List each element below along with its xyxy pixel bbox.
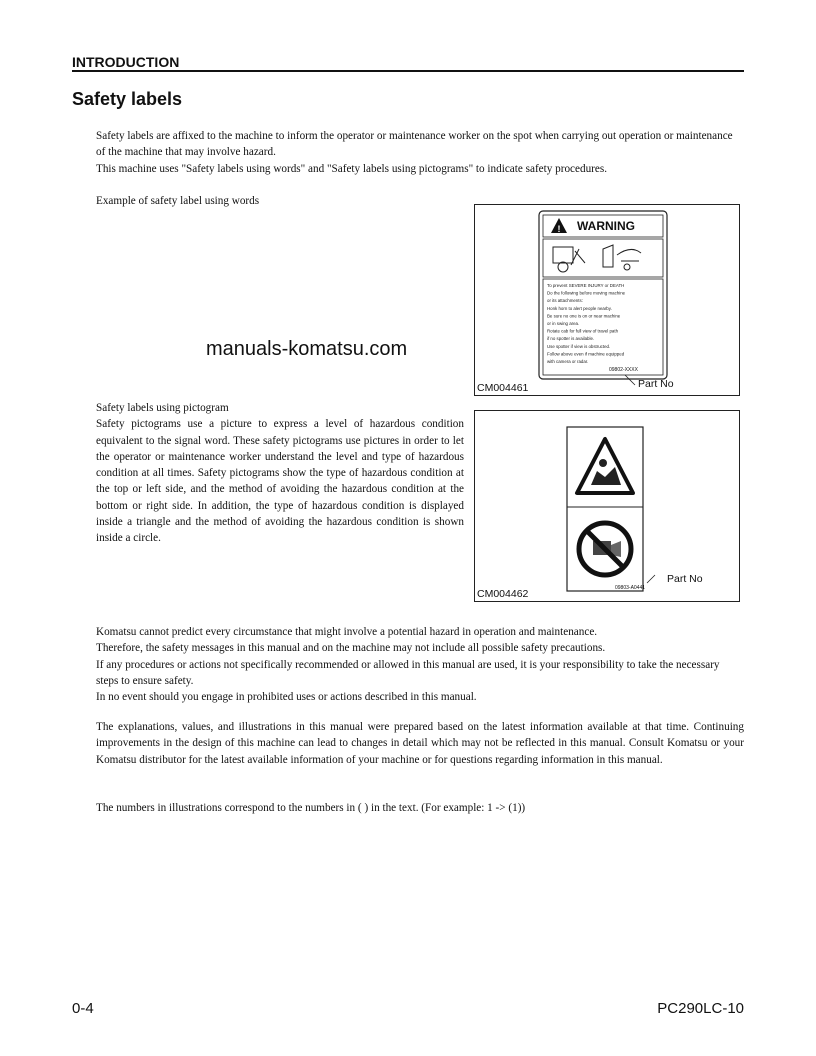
page-title: Safety labels [72, 89, 183, 109]
label-text-line: Do the following before moving machine [547, 290, 626, 296]
numbers-note: The numbers in illustrations correspond to the numbers in ( ) in the text. (For example: 1 -> (1)) [96, 802, 526, 814]
model-number: PC290LC-10 [657, 1000, 744, 1017]
label-text-line: or in swing area. [547, 321, 580, 326]
pictogram-body: Safety pictograms use a picture to express a level of hazardous condition equivalent to the signal word. These safety pictograms use pictures in order to let the operator or maintenance worker understand the level and type of hazardous condition at all times. Safety pictograms show the type of hazardous condition at the top or left side, and the method of avoiding the hazardous condition at the bottom or right side. In addition, the type of hazardous condition is displayed inside a triangle and the method of avoiding the hazardous condition is shown inside a circle. [96, 418, 464, 545]
label-text-line: with camera or radar. [547, 359, 589, 364]
pictogram-paragraph [96, 400, 464, 547]
watermark: manuals-komatsu.com [206, 338, 408, 360]
page-number: 0-4 [72, 1000, 94, 1017]
figure-word-label [474, 204, 740, 396]
notice-line-2: Therefore, the safety messages in this manual and on the machine may not include all possible safety precautions. [96, 642, 606, 655]
label-text-line: To prevent SEVERE INJURY or DEATH [547, 283, 625, 288]
warning-heading: WARNING [577, 219, 635, 233]
label-text-line: if no spotter is available. [547, 336, 595, 342]
part-no-label: Part No [667, 573, 703, 585]
label-text-line: Rotate cab for full view of travel path [547, 328, 619, 334]
figure-pictogram-label [474, 410, 740, 602]
explanation-paragraph: The explanations, values, and illustrations in this manual were prepared based on the latest information available at that time. Continuing improvements in the design of this machine can lead to changes in detail which may not be reflected in this manual. Consult Komatsu or your Komatsu distributor for the latest available information of your machine or for questions regarding information in this manual. [96, 721, 744, 766]
label-text-line: or its attachments: [547, 298, 583, 304]
label-text-line: Honk horn to alert people nearby. [547, 305, 612, 311]
prohibition-circle-icon [579, 523, 631, 575]
section-header: INTRODUCTION [72, 54, 180, 70]
intro-line-2: This machine uses "Safety labels using words" and "Safety labels using pictograms" to indicate safety procedures. [96, 162, 608, 175]
pictogram-heading: Safety labels using pictogram [96, 402, 229, 414]
figure-code: CM004461 [477, 382, 529, 394]
intro-line-1: Safety labels are affixed to the machine to inform the operator or maintenance worker on the spot when carrying out operation or maintenance of the machine that may involve hazard. [96, 130, 733, 159]
label-text-line: Be sure no one is on or near machine [547, 313, 621, 319]
notice-line-4: In no event should you engage in prohibited uses or actions described in this manual. [96, 691, 477, 704]
label-small-code: 09802-XXXX [609, 367, 638, 373]
notice-line-3: If any procedures or actions not specifically recommended or allowed in this manual are used, it is your responsibility to take the necessary steps to ensure safety. [96, 658, 720, 687]
label-text-line: Follow above even if machine equipped [547, 351, 625, 357]
intro-paragraph [96, 128, 744, 177]
label-text-line: Use spotter if view is obstructed. [547, 343, 611, 349]
figure-code: CM004462 [477, 588, 529, 600]
warning-label-illustration [475, 205, 739, 395]
header-rule [72, 70, 744, 72]
label-small-code: 09803-A0441 [615, 585, 646, 591]
example-words-caption: Example of safety label using words [96, 195, 260, 207]
svg-text:!: ! [557, 224, 561, 234]
notice-line-1: Komatsu cannot predict every circumstance that might involve a potential hazard in operation and maintenance. [96, 626, 598, 638]
notice-paragraph [96, 624, 744, 705]
part-no-label: Part No [638, 378, 674, 390]
